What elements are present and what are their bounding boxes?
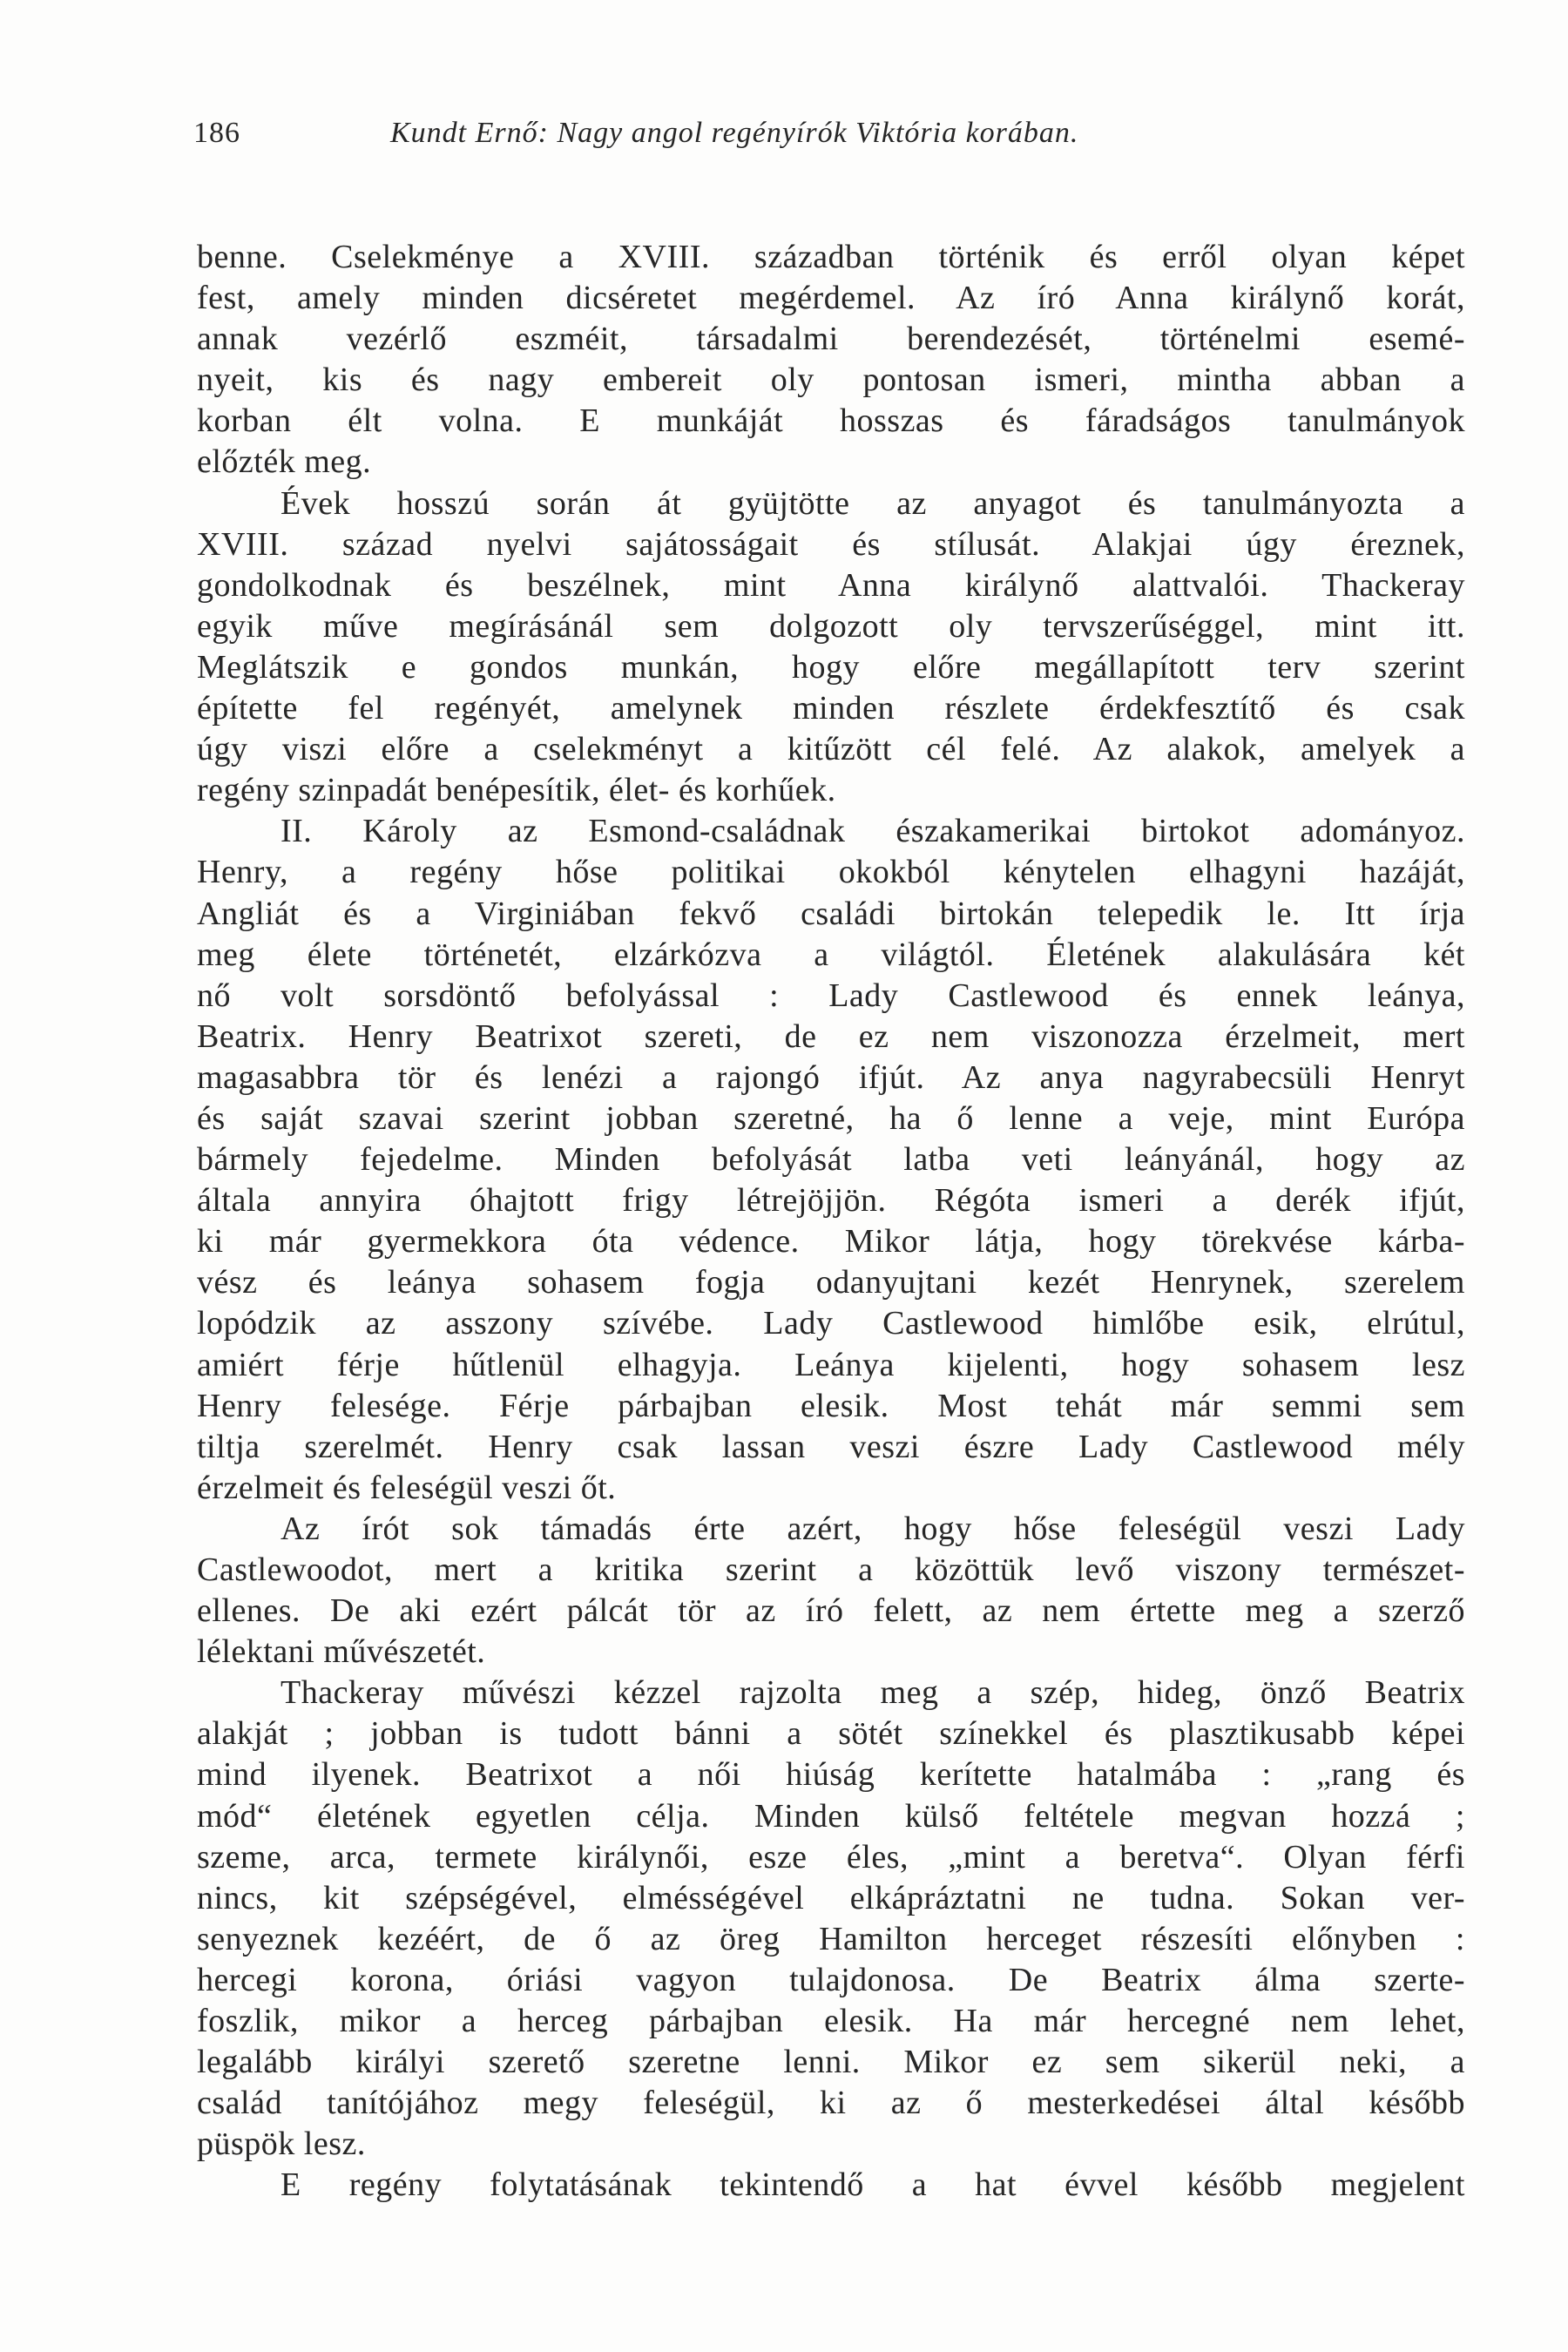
paragraph-start-line: Thackeray művészi kézzel rajzolta meg a szép, hideg, önző Beatrix — [280, 1674, 1465, 1712]
text-line: fest, amely minden dicséretet megérdemel. Az író Anna királynő korát, — [197, 280, 1465, 317]
paragraph-start-line: Évek hosszú során át gyüjtötte az anyagot és tanulmányozta a — [280, 484, 1465, 522]
text-line: nő volt sorsdöntő befolyással : Lady Castlewood és ennek leánya, — [197, 977, 1465, 1014]
text-line: bármely fejedelme. Minden befolyását latba veti leányánál, hogy az — [197, 1141, 1465, 1179]
text-line: lélektani művészetét. — [197, 1633, 486, 1671]
text-line: család tanítójához megy feleségül, ki az ő mesterkedései által később — [197, 2085, 1465, 2122]
text-line: annak vezérlő eszméit, társadalmi berendezését, történelmi esemé- — [197, 321, 1465, 358]
paragraph-start-line: II. Károly az Esmond-családnak északamerikai birtokot adományoz. — [280, 813, 1465, 850]
text-line: mind ilyenek. Beatrixot a női hiúság kerítette hatalmába : „rang és — [197, 1756, 1465, 1794]
text-line: korban élt volna. E munkáját hosszas és fáradságos tanulmányok — [197, 402, 1465, 440]
text-line: építette fel regényét, amelynek minden részlete érdekfesztítő és csak — [197, 690, 1465, 727]
text-line: legalább királyi szerető szeretne lenni. Mikor ez sem sikerül neki, a — [197, 2044, 1465, 2081]
text-line: alakját ; jobban is tudott bánni a sötét színekkel és plasztikusabb képei — [197, 1715, 1465, 1753]
text-line: Meglátszik e gondos munkán, hogy előre megállapított terv szerint — [197, 648, 1465, 686]
text-line: szeme, arca, termete királynői, esze éles, „mint a beretva“. Olyan férfi — [197, 1838, 1465, 1876]
text-line: úgy viszi előre a cselekményt a kitűzött cél felé. Az alakok, amelyek a — [197, 731, 1465, 768]
text-line: és saját szavai szerint jobban szeretné, ha ő lenne a veje, mint Európa — [197, 1099, 1465, 1137]
page-number: 186 — [193, 117, 240, 149]
text-line: érzelmeit és feleségül veszi őt. — [197, 1469, 617, 1506]
text-line: ellenes. De aki ezért pálcát tör az író felett, az nem értette meg a szerző — [197, 1592, 1465, 1630]
text-line: magasabbra tör és lenézi a rajongó ifjút. Az anya nagyrabecsüli Henryt — [197, 1058, 1465, 1096]
text-line: Henry felesége. Férje párbajban elesik. Most tehát már semmi sem — [197, 1387, 1465, 1424]
page-header — [193, 112, 1239, 155]
text-line: egyik műve megírásánál sem dolgozott oly tervszerűséggel, mint itt. — [197, 607, 1465, 645]
text-line: gondolkodnak és beszélnek, mint Anna királynő alattvalói. Thackeray — [197, 566, 1465, 604]
text-line: Henry, a regény hőse politikai okokból kénytelen elhagyni hazáját, — [197, 854, 1465, 891]
text-line: regény szinpadát benépesítik, élet- és korhűek. — [197, 772, 836, 809]
text-line: meg élete történetét, elzárkózva a világtól. Életének alakulására két — [197, 936, 1465, 973]
text-line: Angliát és a Virginiában fekvő családi birtokán telepedik le. Itt írja — [197, 895, 1465, 932]
text-line: benne. Cselekménye a XVIII. században történik és erről olyan képet — [197, 239, 1465, 275]
text-line: vész és leánya sohasem fogja odanyujtani kezét Henrynek, szerelem — [197, 1264, 1465, 1301]
text-line: mód“ életének egyetlen célja. Minden külső feltétele megvan hozzá ; — [197, 1797, 1465, 1835]
text-line: amiért férje hűtlenül elhagyja. Leánya kijelenti, hogy sohasem lesz — [197, 1346, 1465, 1383]
text-line: nincs, kit szépségével, elmésségével elkápráztatni ne tudna. Sokan ver- — [197, 1879, 1465, 1916]
text-line: lopódzik az asszony szívébe. Lady Castlewood himlőbe esik, elrútul, — [197, 1305, 1465, 1342]
running-head: Kundt Ernő: Nagy angol regényírók Viktória korában. — [390, 117, 1079, 149]
paragraph-start-line: Az írót sok támadás érte azért, hogy hőse feleségül veszi Lady — [280, 1510, 1465, 1547]
body-text — [197, 237, 1465, 2207]
text-line: tiltja szerelmét. Henry csak lassan veszi észre Lady Castlewood mély — [197, 1428, 1465, 1465]
text-line: püspök lesz. — [197, 2126, 366, 2163]
paragraph-start-line: E regény folytatásának tekintendő a hat évvel később megjelent — [280, 2166, 1465, 2204]
text-line: hercegi korona, óriási vagyon tulajdonosa. De Beatrix álma szerte- — [197, 1961, 1465, 1998]
text-line: foszlik, mikor a herceg párbajban elesik. Ha már hercegné nem lehet, — [197, 2003, 1465, 2040]
text-line: nyeit, kis és nagy embereit oly pontosan ismeri, mintha abban a — [197, 362, 1465, 399]
text-line: előzték meg. — [197, 443, 372, 481]
text-line: ki már gyermekkora óta védence. Mikor látja, hogy törekvése kárba- — [197, 1223, 1465, 1260]
text-line: senyeznek kezéért, de ő az öreg Hamilton herceget részesíti előnyben : — [197, 1920, 1465, 1957]
text-line: általa annyira óhajtott frigy létrejöjjön. Régóta ismeri a derék ifjút, — [197, 1182, 1465, 1220]
text-line: Beatrix. Henry Beatrixot szereti, de ez nem viszonozza érzelmeit, mert — [197, 1017, 1465, 1055]
text-line: Castlewoodot, mert a kritika szerint a közöttük levő viszony természet- — [197, 1551, 1465, 1588]
text-line: XVIII. század nyelvi sajátosságait és stílusát. Alakjai úgy éreznek, — [197, 525, 1465, 563]
